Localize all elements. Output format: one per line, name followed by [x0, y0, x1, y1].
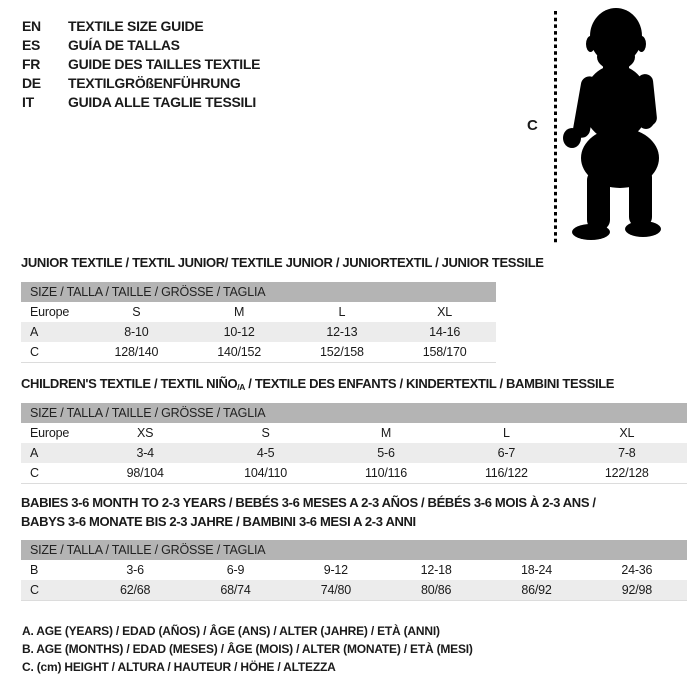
- table-row: [21, 322, 496, 342]
- footnote-line: C. (cm) HEIGHT / ALTURA / HAUTEUR / HÖHE / ALTEZZA: [22, 660, 336, 674]
- size-cell: XS: [137, 426, 154, 440]
- language-code: EN: [22, 18, 41, 34]
- footnote-line: A. AGE (YEARS) / EDAD (AÑOS) / ÂGE (ANS) / ALTER (JAHRE) / ETÀ (ANNI): [22, 624, 440, 638]
- children-title-sub: /A: [237, 382, 246, 393]
- size-header-bar: SIZE / TALLA / TAILLE / GRÖSSE / TAGLIA: [21, 403, 687, 423]
- size-cell: 9-12: [323, 563, 348, 577]
- toddler-silhouette: [563, 8, 661, 240]
- size-cell: 10-12: [223, 325, 255, 339]
- size-header-bar: SIZE / TALLA / TAILLE / GRÖSSE / TAGLIA: [21, 282, 496, 302]
- size-cell: 6-7: [497, 446, 516, 460]
- size-header-bar: SIZE / TALLA / TAILLE / GRÖSSE / TAGLIA: [21, 540, 687, 560]
- row-label-cell: C: [30, 345, 39, 359]
- row-label-cell: A: [30, 325, 39, 339]
- row-label-cell: Europe: [30, 426, 70, 440]
- language-item: [22, 36, 260, 55]
- row-label-cell: B: [30, 563, 39, 577]
- language-title: GUIDA ALLE TAGLIE TESSILI: [68, 94, 256, 110]
- size-cell: 86/92: [521, 583, 552, 597]
- size-cell: S: [261, 426, 270, 440]
- children-title-pre: CHILDREN'S TEXTILE / TEXTIL NIÑO: [21, 376, 238, 391]
- measure-c-label: C: [527, 117, 538, 134]
- size-cell: 158/170: [422, 345, 467, 359]
- size-cell: 12-13: [326, 325, 358, 339]
- babies-table-title: [21, 493, 596, 531]
- size-cell: XL: [619, 426, 635, 440]
- size-cell: L: [503, 426, 510, 440]
- table-row: [21, 302, 496, 322]
- size-cell: 98/104: [126, 466, 164, 480]
- size-cell: 140/152: [217, 345, 262, 359]
- language-code: FR: [22, 56, 41, 72]
- language-title: TEXTILGRÖßENFÜHRUNG: [68, 75, 241, 91]
- language-title: GUÍA DE TALLAS: [68, 37, 180, 53]
- size-cell: 74/80: [320, 583, 351, 597]
- language-code: IT: [22, 94, 34, 110]
- row-label-cell: C: [30, 583, 39, 597]
- table-row: [21, 342, 496, 362]
- size-cell: 62/68: [120, 583, 151, 597]
- babies-title-line1: BABIES 3-6 MONTH TO 2-3 YEARS / BEBÉS 3-6 MESES A 2-3 AÑOS / BÉBÉS 3-6 MOIS À 2-3 ANS /: [21, 495, 596, 510]
- size-cell: S: [132, 305, 141, 319]
- size-cell: 12-18: [420, 563, 452, 577]
- toddler-silhouette-figure: [520, 5, 700, 250]
- language-item: [22, 74, 260, 93]
- size-cell: 110/116: [365, 466, 407, 480]
- row-label-cell: C: [30, 466, 39, 480]
- size-cell: L: [338, 305, 346, 319]
- language-item: [22, 17, 260, 36]
- size-cell: 24-36: [621, 563, 653, 577]
- size-cell: 152/158: [319, 345, 364, 359]
- children-table-title: [21, 376, 614, 395]
- language-title: GUIDE DES TAILLES TEXTILE: [68, 56, 261, 72]
- language-list: [22, 17, 260, 112]
- size-cell: 3-6: [126, 563, 144, 577]
- size-cell: M: [234, 305, 245, 319]
- size-cell: 7-8: [618, 446, 636, 460]
- size-cell: 92/98: [621, 583, 652, 597]
- size-cell: 122/128: [604, 466, 649, 480]
- language-item: [22, 55, 260, 74]
- size-cell: 80/86: [421, 583, 452, 597]
- size-cell: 4-5: [256, 446, 275, 460]
- table-row: [21, 463, 687, 483]
- size-cell: 3-4: [136, 446, 154, 460]
- size-cell: XL: [437, 305, 453, 319]
- size-cell: 6-9: [226, 563, 245, 577]
- size-cell: 104/110: [244, 466, 288, 480]
- size-cell: 8-10: [124, 325, 149, 339]
- table-row: [21, 580, 687, 600]
- table-row: [21, 560, 687, 580]
- row-label-cell: A: [30, 446, 39, 460]
- size-cell: 128/140: [114, 345, 159, 359]
- children-title-post: / TEXTILE DES ENFANTS / KINDERTEXTIL / BAMBINI TESSILE: [245, 376, 615, 391]
- size-cell: 116/122: [484, 466, 528, 480]
- junior-table-title: JUNIOR TEXTILE / TEXTIL JUNIOR/ TEXTILE JUNIOR / JUNIORTEXTIL / JUNIOR TESSILE: [21, 255, 544, 270]
- babies-title-line2: BABYS 3-6 MONATE BIS 2-3 JAHRE / BAMBINI 3-6 MESI A 2-3 ANNI: [21, 514, 416, 529]
- row-label-cell: Europe: [30, 305, 70, 319]
- language-code: DE: [22, 75, 41, 91]
- language-item: [22, 93, 260, 112]
- table-row: [21, 423, 687, 443]
- language-title: TEXTILE SIZE GUIDE: [68, 18, 204, 34]
- junior-size-table: [21, 282, 496, 363]
- footnotes: [22, 622, 473, 676]
- table-row: [21, 443, 687, 463]
- footnote-line: B. AGE (MONTHS) / EDAD (MESES) / ÂGE (MOIS) / ALTER (MONATE) / ETÀ (MESI): [22, 642, 473, 656]
- size-cell: 18-24: [521, 563, 552, 577]
- size-cell: 68/74: [220, 583, 251, 597]
- babies-size-table: [21, 540, 687, 601]
- language-code: ES: [22, 37, 41, 53]
- children-size-table: [21, 403, 687, 484]
- size-cell: 14-16: [429, 325, 461, 339]
- size-cell: 5-6: [377, 446, 395, 460]
- size-cell: M: [380, 426, 392, 440]
